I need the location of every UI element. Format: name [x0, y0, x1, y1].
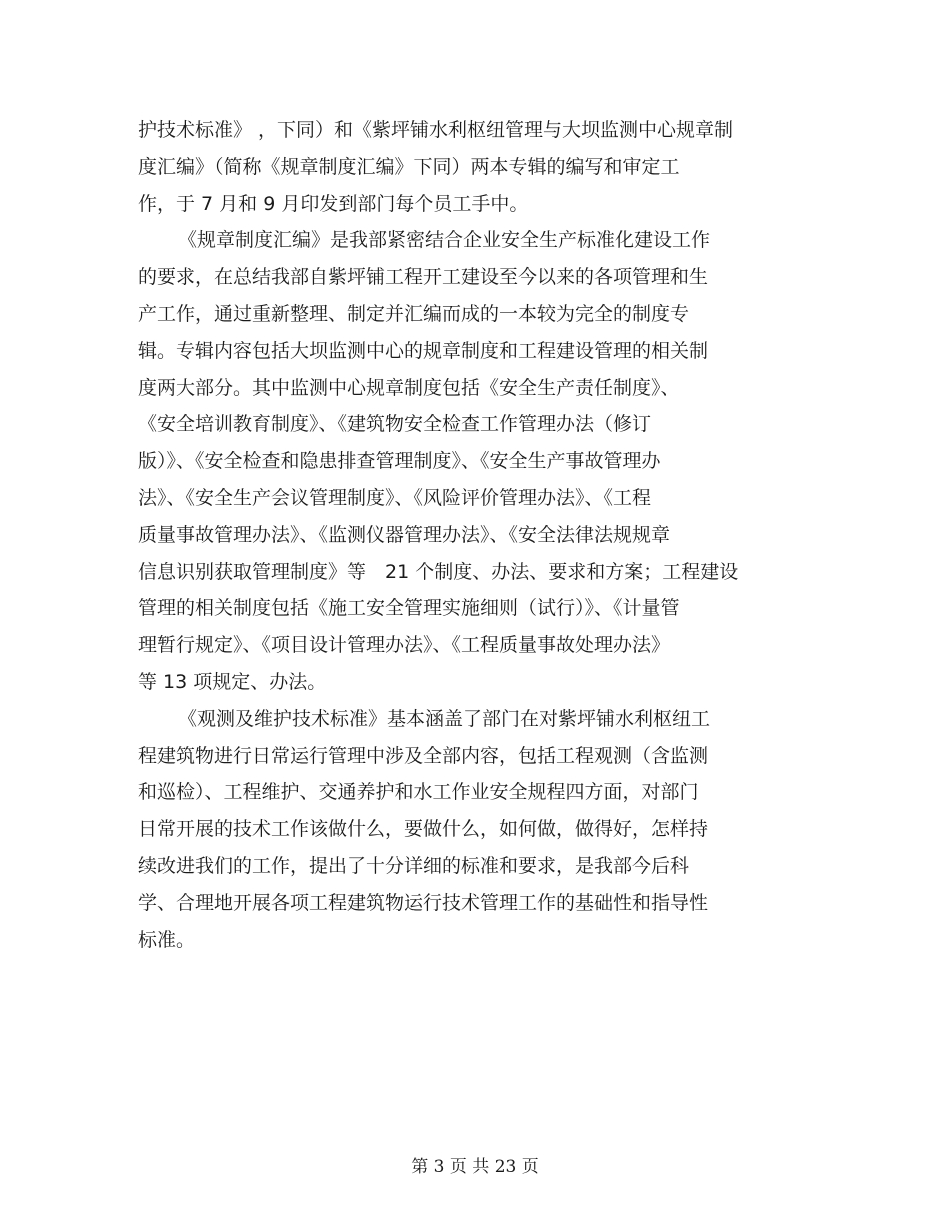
text-line: 管理的相关制度包括《施工安全管理实施细则（试行）》、《计量管 [138, 597, 680, 620]
text-line: 标准。 [138, 928, 196, 951]
text-line: 度汇编》（简称《规章制度汇编》下同）两本专辑的编写和审定工 [138, 155, 680, 178]
text-line: 理暂行规定》、《项目设计管理办法》、《工程质量事故处理办法》 [138, 634, 671, 657]
text-line: 续改进我们的工作，提出了十分详细的标准和要求，是我部今后科 [138, 854, 690, 877]
text-line: 作，于 7 月和 9 月印发到部门每个员工手中。 [138, 192, 529, 215]
text-line: 质量事故管理办法》、《监测仪器管理办法》、《安全法律法规规章 [138, 523, 671, 546]
text-line: 程建筑物进行日常运行管理中涉及全部内容，包括工程观测（含监测 [138, 744, 709, 767]
text-line: 和巡检）、工程维护、交通养护和水工作业安全规程四方面，对部门 [138, 781, 699, 804]
text-line: 法》、《安全生产会议管理制度》、《风险评价管理办法》、《工程 [138, 486, 652, 509]
text-line: 的要求，在总结我部自紫坪铺工程开工建设至今以来的各项管理和生 [138, 266, 709, 289]
text-line: 护技术标准》 ，下同）和《紫坪铺水利枢纽管理与大坝监测中心规章制 [138, 119, 734, 141]
text-line: 日常开展的技术工作该做什么，要做什么，如何做，做得好，怎样持 [138, 818, 709, 841]
text-line: 学、合理地开展各项工程建筑物运行技术管理工作的基础性和指导性 [138, 891, 709, 914]
text-line: 版）》、《安全检查和隐患排查管理制度》、《安全生产事故管理办 [138, 450, 661, 473]
text-line: 信息识别获取管理制度》等 21 个制度、办法、要求和方案；工程建设 [138, 560, 739, 583]
text-line: 度两大部分。其中监测中心规章制度包括《安全生产责任制度》、 [138, 376, 680, 399]
body-text [138, 112, 798, 958]
page-number-footer: 第 3 页 共 23 页 [411, 1157, 539, 1177]
text-line: 等 13 项规定、办法。 [138, 670, 327, 693]
text-line: 产工作，通过重新整理、制定并汇编而成的一本较为完全的制度专 [138, 302, 690, 325]
paragraph-start-line: 《观测及维护技术标准》基本涵盖了部门在对紫坪铺水利枢纽工 [178, 707, 711, 730]
text-line: 《安全培训教育制度》、《建筑物安全检查工作管理办法（修订 [138, 413, 652, 436]
paragraph-start-line: 《规章制度汇编》是我部紧密结合企业安全生产标准化建设工作 [178, 229, 711, 252]
text-line: 辑。专辑内容包括大坝监测中心的规章制度和工程建设管理的相关制 [138, 339, 709, 362]
